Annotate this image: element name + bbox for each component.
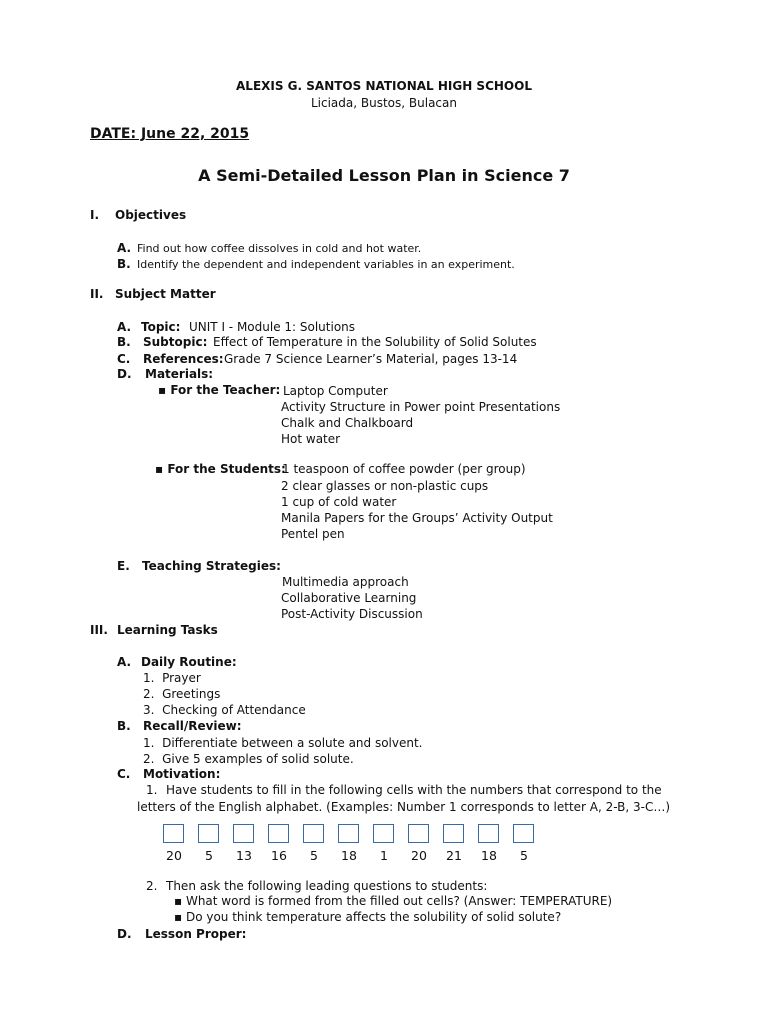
- student-material-item: Pentel pen: [281, 527, 345, 541]
- motivation-step-1-number: 1.: [146, 783, 158, 797]
- objective-letter-b: B.: [117, 257, 131, 271]
- learning-tasks-heading: Learning Tasks: [117, 623, 218, 637]
- letter-cell: [373, 824, 394, 843]
- materials-label: Materials:: [145, 367, 214, 381]
- cell-number: 5: [520, 848, 528, 863]
- cell-number: 18: [341, 848, 357, 863]
- letter-cell: [268, 824, 289, 843]
- motivation-step-2-number: 2.: [146, 879, 158, 893]
- school-address: Liciada, Bustos, Bulacan: [310, 96, 457, 110]
- motivation-step-1-line-2: letters of the English alphabet. (Examples: Number 1 corresponds to letter A, 2-B, 3-C…): [137, 800, 671, 814]
- student-materials-label: ▪ For the Students:: [155, 462, 286, 476]
- daily-routine-item: 1. Prayer: [143, 671, 201, 685]
- cell-number: 1: [380, 848, 388, 863]
- references-letter: C.: [117, 352, 131, 366]
- letter-cell: [198, 824, 219, 843]
- leading-question-text: Do you think temperature affects the solubility of solid solute?: [185, 910, 562, 924]
- motivation-label: Motivation:: [143, 767, 221, 781]
- objective-b: Identify the dependent and independent variables in an experiment.: [137, 258, 515, 271]
- cell-number: 21: [446, 848, 462, 863]
- daily-routine-label: Daily Routine:: [141, 655, 237, 669]
- strategy-item: Multimedia approach: [282, 575, 409, 589]
- strategies-letter: E.: [117, 559, 130, 573]
- letter-cell: [163, 824, 184, 843]
- subject-matter-heading: Subject Matter: [115, 287, 216, 301]
- student-material-item: 1 teaspoon of coffee powder (per group): [282, 462, 526, 476]
- recall-text: Give 5 examples of solid solute.: [162, 752, 354, 766]
- daily-routine-text: Greetings: [162, 687, 221, 701]
- subtopic-value: Effect of Temperature in the Solubility of Solid Solutes: [213, 335, 537, 349]
- cell-number: 20: [166, 848, 182, 863]
- letter-cell: [408, 824, 429, 843]
- topic-letter: A.: [117, 320, 132, 334]
- cell-number: 16: [271, 848, 287, 863]
- subtopic-label: Subtopic:: [143, 335, 208, 349]
- recall-letter: B.: [117, 719, 131, 733]
- school-name: ALEXIS G. SANTOS NATIONAL HIGH SCHOOL: [236, 79, 532, 93]
- teacher-materials-text: For the Teacher:: [170, 383, 281, 397]
- subject-matter-numeral: II.: [90, 287, 104, 301]
- lesson-proper-letter: D.: [117, 927, 132, 941]
- page-title: A Semi-Detailed Lesson Plan in Science 7: [198, 166, 570, 185]
- leading-question-text: What word is formed from the filled out cells? (Answer: TEMPERATURE): [185, 894, 613, 908]
- cell-number: 18: [481, 848, 497, 863]
- letter-cell: [513, 824, 534, 843]
- letter-cell: [303, 824, 324, 843]
- lesson-date: DATE: June 22, 2015: [90, 126, 250, 142]
- daily-routine-text: Checking of Attendance: [162, 703, 306, 717]
- daily-routine-text: Prayer: [162, 671, 201, 685]
- teacher-materials-label: ▪ For the Teacher:: [158, 383, 281, 397]
- strategies-label: Teaching Strategies:: [142, 559, 281, 573]
- student-materials-text: For the Students:: [167, 462, 286, 476]
- teacher-material-item: Activity Structure in Power point Presentations: [281, 400, 561, 414]
- recall-item: 1. Differentiate between a solute and solvent.: [143, 736, 423, 750]
- cell-number: 5: [205, 848, 213, 863]
- objective-a: Find out how coffee dissolves in cold and hot water.: [137, 242, 422, 255]
- learning-tasks-numeral: III.: [90, 623, 108, 637]
- daily-routine-letter: A.: [117, 655, 132, 669]
- references-label: References:: [143, 352, 224, 366]
- topic-value: UNIT I - Module 1: Solutions: [189, 320, 356, 334]
- recall-item: 2. Give 5 examples of solid solute.: [143, 752, 354, 766]
- references-value: Grade 7 Science Learner’s Material, pages 13-14: [224, 352, 518, 366]
- student-material-item: 2 clear glasses or non-plastic cups: [281, 479, 489, 493]
- leading-question: ▪ Do you think temperature affects the solubility of solid solute?: [174, 910, 562, 924]
- motivation-step-1-line-1: Have students to fill in the following cells with the numbers that correspond to the: [166, 783, 662, 797]
- letter-cell: [338, 824, 359, 843]
- objective-letter-a: A.: [117, 241, 132, 255]
- daily-routine-item: 3. Checking of Attendance: [143, 703, 306, 717]
- subtopic-letter: B.: [117, 335, 131, 349]
- cell-number: 13: [236, 848, 252, 863]
- strategy-item: Post-Activity Discussion: [281, 607, 423, 621]
- recall-label: Recall/Review:: [143, 719, 242, 733]
- strategy-item: Collaborative Learning: [281, 591, 417, 605]
- teacher-material-item: Hot water: [281, 432, 341, 446]
- teacher-material-item: Laptop Computer: [283, 384, 388, 398]
- materials-letter: D.: [117, 367, 132, 381]
- topic-label: Topic:: [141, 320, 181, 334]
- cell-number: 5: [310, 848, 318, 863]
- objectives-heading: Objectives: [115, 208, 187, 222]
- recall-text: Differentiate between a solute and solvent.: [162, 736, 423, 750]
- objectives-numeral: I.: [90, 208, 100, 222]
- letter-cell: [233, 824, 254, 843]
- motivation-step-2-text: Then ask the following leading questions to students:: [166, 879, 488, 893]
- cell-number: 20: [411, 848, 427, 863]
- daily-routine-item: 2. Greetings: [143, 687, 221, 701]
- student-material-item: 1 cup of cold water: [281, 495, 397, 509]
- letter-cell: [443, 824, 464, 843]
- leading-question: ▪ What word is formed from the filled out cells? (Answer: TEMPERATURE): [174, 894, 613, 908]
- letter-cell: [478, 824, 499, 843]
- teacher-material-item: Chalk and Chalkboard: [281, 416, 414, 430]
- lesson-proper-label: Lesson Proper:: [145, 927, 247, 941]
- motivation-letter: C.: [117, 767, 131, 781]
- student-material-item: Manila Papers for the Groups’ Activity Output: [281, 511, 553, 525]
